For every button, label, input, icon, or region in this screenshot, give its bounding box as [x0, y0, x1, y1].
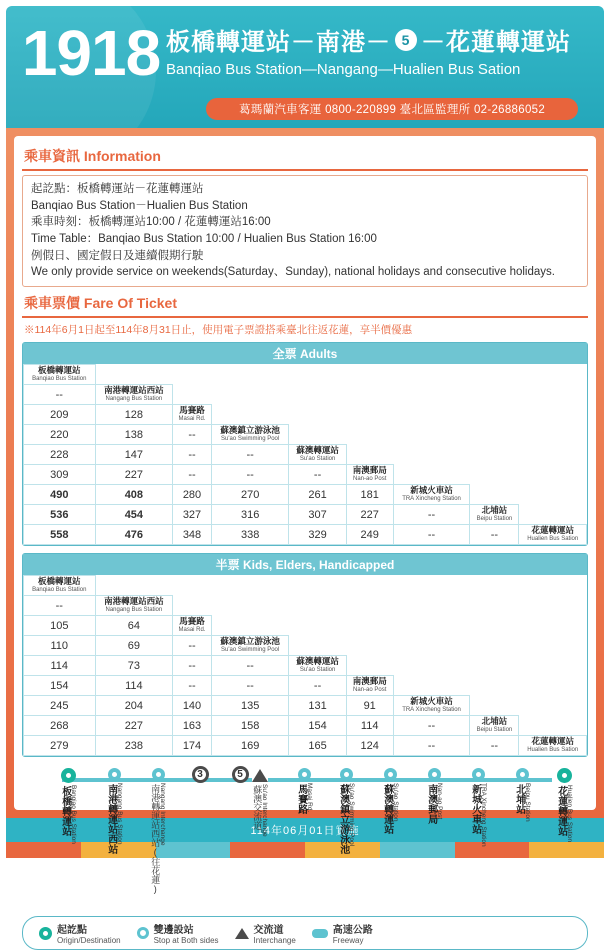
blank-cell [393, 676, 586, 696]
fare-cell: 135 [211, 696, 289, 716]
stop-header-cell [173, 405, 212, 425]
blank-cell [346, 656, 586, 676]
route-stop-zh: 新城火車站 [469, 784, 481, 835]
route-stop-labels [524, 783, 604, 898]
stop-zh: 馬賽路 [179, 616, 205, 627]
stop-zh: 蘇澳轉運站 [296, 656, 339, 667]
stop-en: Masai Rd. [178, 626, 206, 633]
fare-cell: -- [393, 505, 470, 525]
stop-header-cell [393, 696, 470, 716]
stop-en: Hualien Bus Sation [527, 746, 579, 753]
fare-cell: 73 [95, 656, 173, 676]
stop-en: Beipu Station [476, 726, 513, 733]
legend-en: Origin/Destination [57, 936, 121, 946]
legend-item-freeway [312, 921, 373, 945]
legend-label [254, 921, 296, 945]
blank-cell [289, 636, 587, 656]
interchange-triangle-icon [235, 928, 249, 939]
information-line: Time Table：Banqiao Bus Station 10:00 / Hualien Bus Station 16:00 [31, 233, 377, 246]
information-line: 乘車時刻：板橋轉運站10:00 / 花蓮轉運站16:00 [31, 216, 271, 229]
blank-cell [95, 576, 586, 596]
fare-cell: 261 [289, 485, 346, 505]
fare-cell: 490 [24, 485, 96, 505]
blank-cell [470, 485, 587, 505]
route-stop-en: Su'ao Swimming Pool [347, 783, 355, 847]
stop-header-cell [289, 445, 346, 465]
fare-cell: 220 [24, 425, 96, 445]
stop-zh: 蘇澳鎮立游泳池 [220, 425, 280, 436]
table-row [24, 596, 587, 616]
fare-cell: 249 [346, 525, 393, 545]
stop-zh: 蘇澳鎮立游泳池 [220, 636, 280, 647]
table-row [24, 425, 587, 445]
legend-en: Stop at Both sides [153, 936, 219, 946]
stop-header-cell [393, 485, 470, 505]
fare-cell: 124 [346, 736, 393, 756]
stop-en: Nan-ao Post [353, 475, 387, 482]
fare-kids-grid [23, 575, 587, 756]
route-stop-zh: 北埔站 [513, 784, 525, 815]
route-stop-en: Nan-ao Post [435, 783, 443, 820]
freeway-badge-icon: 5 [395, 29, 417, 51]
legend-en: Interchange [253, 936, 296, 946]
stop-header-cell [519, 525, 587, 545]
blank-cell [393, 465, 586, 485]
fare-table-kids [22, 553, 588, 757]
table-row [24, 365, 587, 385]
fare-cell: -- [211, 676, 289, 696]
route-stop-en: Su'ao Interchange [261, 784, 269, 837]
fare-cell: -- [173, 465, 212, 485]
information-section-title: 乘車資訊 Information [24, 148, 161, 164]
blank-cell [173, 596, 587, 616]
fare-cell: -- [24, 596, 96, 616]
route-title-en: Banqiao Bus Station—Nangang—Hualien Bus Sation [166, 61, 521, 78]
fare-cell: 158 [211, 716, 289, 736]
fare-cell: 227 [95, 465, 173, 485]
route-stop-hualien [524, 764, 604, 898]
blank-cell [173, 385, 587, 405]
fare-cell: 279 [24, 736, 96, 756]
stop-header-cell [211, 425, 289, 445]
route-stop-en: Nangang Bus Station [115, 783, 123, 845]
fare-cell: 114 [95, 676, 173, 696]
route-stop-en: Su'ao Station [391, 783, 399, 822]
fare-cell: -- [470, 525, 519, 545]
table-row [24, 576, 587, 596]
route-stop-zh: 蘇澳交流道 [252, 785, 263, 831]
table-row [24, 656, 587, 676]
legend-label [57, 921, 121, 945]
blank-cell [95, 365, 586, 385]
fare-cell: 91 [346, 696, 393, 716]
fare-cell: 131 [289, 696, 346, 716]
fare-cell: 476 [95, 525, 173, 545]
table-row [24, 736, 587, 756]
route-stop-zh: 南港轉運站西站(往花蓮) [150, 784, 161, 895]
stop-en: Masai Rd. [178, 415, 206, 422]
route-stop-en: TRA Xincheng Station [479, 783, 487, 847]
fare-cell: -- [211, 445, 289, 465]
fare-cell: 245 [24, 696, 96, 716]
fare-cell: -- [393, 525, 470, 545]
route-stop-nangang-interchange [115, 764, 198, 896]
blank-cell [519, 505, 587, 525]
fare-cell: 228 [24, 445, 96, 465]
route-stop-en: Banqiao Bus Station [69, 785, 77, 844]
fare-cell: 174 [173, 736, 212, 756]
stop-header-cell [95, 385, 173, 405]
route-stop-en: Hualien Bus Station [565, 785, 573, 843]
stop-zh: 南港轉運站西站 [104, 596, 164, 607]
table-row [24, 616, 587, 636]
table-row [24, 445, 587, 465]
stop-en: Su'ao Swimming Pool [221, 646, 280, 653]
legend-zh: 雙邊設站 [153, 925, 194, 937]
fare-cell: -- [173, 425, 212, 445]
route-map [22, 764, 588, 914]
stop-zh: 南港轉運站西站 [104, 385, 164, 396]
fare-note: ※114年6月1日起至114年8月31日止，使用電子票證搭乘臺北往返花蓮，享半價優惠 [24, 324, 413, 337]
fare-cell: 227 [95, 716, 173, 736]
freeway-badge-3-icon: 3 [192, 766, 209, 783]
legend-zh: 起訖點 [57, 925, 87, 937]
stop-header-cell [470, 505, 519, 525]
blank-cell [211, 616, 586, 636]
stop-en: Su'ao Swimming Pool [221, 435, 280, 442]
table-row [24, 405, 587, 425]
stop-header-cell [346, 465, 393, 485]
contact-bar: 葛瑪蘭汽車客運 0800-220899 臺北區監理所 02-26886052 [206, 98, 578, 120]
information-line: 例假日、國定假日及連續假期行駛 [31, 249, 204, 262]
fare-cell: 105 [24, 616, 96, 636]
fare-cell: 268 [24, 716, 96, 736]
fare-cell: 307 [289, 505, 346, 525]
table-row [24, 696, 587, 716]
stop-en: Hualien Bus Sation [527, 535, 579, 542]
route-stop-labels [115, 781, 198, 896]
route-number-block [16, 10, 166, 96]
fare-cell: -- [24, 385, 96, 405]
fare-cell: 329 [289, 525, 346, 545]
stop-header-cell [519, 736, 587, 756]
fare-cell: 227 [346, 505, 393, 525]
information-box [22, 175, 588, 287]
fare-cell: 128 [95, 405, 173, 425]
blank-cell [519, 716, 587, 736]
route-stop-en: Nangang Interchange [159, 783, 167, 846]
stop-en: Nan-ao Post [353, 686, 387, 693]
fare-cell: 165 [289, 736, 346, 756]
fare-cell: 181 [346, 485, 393, 505]
fare-cell: -- [470, 736, 519, 756]
stop-en: Nangang Bus Station [105, 395, 163, 402]
route-stop-zh: 蘇澳轉運站 [381, 784, 393, 835]
route-stop-zh: 馬賽路 [295, 784, 307, 815]
fare-cell: 140 [173, 696, 212, 716]
stop-zh: 蘇澳轉運站 [296, 445, 339, 456]
blank-cell [346, 445, 586, 465]
fare-cell: 327 [173, 505, 212, 525]
legend [22, 916, 588, 950]
fare-cell: -- [173, 636, 212, 656]
information-line: Banqiao Bus Station－Hualien Bus Station [31, 199, 248, 212]
route-stop-zh: 南澳郵局 [425, 784, 437, 825]
information-line: We only provide service on weekends(Saturday、Sunday), national holidays and consecutive holidays. [31, 266, 555, 279]
fare-cell: 154 [24, 676, 96, 696]
fare-table-kids-title: 半票 Kids, Elders, Handicapped [23, 554, 587, 575]
fare-cell: 114 [346, 716, 393, 736]
stop-zh: 新城火車站 [410, 696, 453, 707]
fare-cell: 147 [95, 445, 173, 465]
fare-cell: 270 [211, 485, 289, 505]
stop-en: Beipu Station [476, 515, 513, 522]
stop-en: Su'ao Station [299, 666, 336, 673]
fare-cell: 204 [95, 696, 173, 716]
stop-header-cell [289, 656, 346, 676]
stop-en: TRA Xincheng Station [402, 706, 461, 713]
fare-cell: 348 [173, 525, 212, 545]
route-title-zh-part1: 板橋轉運站－南港－ [166, 29, 391, 56]
stop-zh: 北埔站 [481, 716, 508, 727]
route-stop-en: Beipu Station [523, 783, 531, 822]
freeway-line-icon [312, 929, 328, 938]
table-row [24, 485, 587, 505]
route-number: 1918 [21, 17, 161, 89]
legend-label [333, 921, 373, 945]
fare-cell: 309 [24, 465, 96, 485]
stop-zh: 北埔站 [481, 505, 508, 516]
stop-zh: 馬賽路 [179, 405, 205, 416]
freeway-badge-5-icon: 5 [232, 766, 249, 783]
stop-dot-icon [137, 927, 149, 939]
table-row [24, 676, 587, 696]
legend-zh: 交流道 [253, 925, 284, 937]
stop-header-cell [24, 576, 96, 596]
stop-zh: 板橋轉運站 [38, 365, 81, 376]
fare-adults-grid [23, 364, 587, 545]
legend-item-interchange [235, 921, 296, 945]
fare-cell: 316 [211, 505, 289, 525]
information-rule [22, 169, 588, 171]
stop-header-cell [346, 676, 393, 696]
route-stop-zh: 蘇澳鎮立游泳池 [337, 784, 349, 855]
legend-label [154, 921, 219, 945]
fare-cell: -- [393, 736, 470, 756]
route-title-block [166, 22, 596, 78]
fare-rule [22, 316, 588, 318]
fare-cell: 64 [95, 616, 173, 636]
fare-cell: 238 [95, 736, 173, 756]
blank-cell [289, 425, 587, 445]
fare-cell: -- [393, 716, 470, 736]
stop-header-cell [173, 616, 212, 636]
fare-table-adults-title: 全票 Adults [23, 343, 587, 364]
stop-zh: 板橋轉運站 [38, 576, 81, 587]
fare-cell: 280 [173, 485, 212, 505]
fare-cell: 558 [24, 525, 96, 545]
legend-zh: 高速公路 [332, 925, 373, 937]
stop-header-cell [470, 716, 519, 736]
stop-zh: 新城火車站 [410, 485, 453, 496]
fare-section-title: 乘車票價 Fare Of Ticket [24, 295, 178, 312]
legend-en: Freeway [332, 936, 364, 946]
fare-cell: -- [211, 656, 289, 676]
origin-dot-icon [39, 927, 52, 940]
route-stop-zh: 板橋轉運站 [59, 786, 71, 837]
fare-cell: -- [173, 656, 212, 676]
table-row [24, 525, 587, 545]
fare-cell: 454 [95, 505, 173, 525]
fare-cell: -- [211, 465, 289, 485]
stop-en: Banqiao Bus Station [32, 375, 87, 382]
stop-en: Nangang Bus Station [105, 606, 163, 613]
information-line: 起訖點：板橋轉運站－花蓮轉運站 [31, 183, 204, 195]
route-stop-en: Masai Rd. [305, 783, 313, 813]
fare-cell: 163 [173, 716, 212, 736]
table-row [24, 716, 587, 736]
legend-item-both-sides [137, 921, 219, 945]
route-title-zh [166, 22, 596, 57]
table-row [24, 505, 587, 525]
poster-header [6, 6, 604, 128]
fare-cell: 114 [24, 656, 96, 676]
fare-cell: -- [289, 465, 346, 485]
table-row [24, 385, 587, 405]
stop-en: Su'ao Station [299, 455, 336, 462]
stop-zh: 南澳郵局 [352, 465, 387, 476]
fare-cell: -- [173, 445, 212, 465]
fare-cell: 169 [211, 736, 289, 756]
stop-header-cell [95, 596, 173, 616]
stop-zh: 花蓮轉運站 [531, 525, 574, 536]
legend-item-origin [39, 921, 121, 945]
footer-effective-date: 114年06月01日實施 [6, 818, 604, 842]
table-row [24, 465, 587, 485]
table-row [24, 636, 587, 656]
stop-en: TRA Xincheng Station [402, 495, 461, 502]
stop-header-cell [24, 365, 96, 385]
fare-cell: 209 [24, 405, 96, 425]
fare-cell: -- [289, 676, 346, 696]
route-stop-zh: 花蓮轉運站 [555, 786, 567, 837]
fare-cell: 154 [289, 716, 346, 736]
stop-header-cell [211, 636, 289, 656]
stop-zh: 花蓮轉運站 [531, 736, 574, 747]
fare-cell: 338 [211, 525, 289, 545]
fare-cell: 408 [95, 485, 173, 505]
fare-cell: -- [173, 676, 212, 696]
fare-table-adults [22, 342, 588, 546]
blank-cell [470, 696, 587, 716]
fare-cell: 69 [95, 636, 173, 656]
origin-dot-icon [557, 768, 572, 783]
fare-cell: 110 [24, 636, 96, 656]
stop-en: Banqiao Bus Station [32, 586, 87, 593]
fare-cell: 536 [24, 505, 96, 525]
stop-zh: 南澳郵局 [352, 676, 387, 687]
fare-cell: 138 [95, 425, 173, 445]
blank-cell [211, 405, 586, 425]
route-title-zh-part2: －花蓮轉運站 [421, 29, 571, 56]
route-stop-zh: 南港轉運站西站 [105, 784, 117, 855]
